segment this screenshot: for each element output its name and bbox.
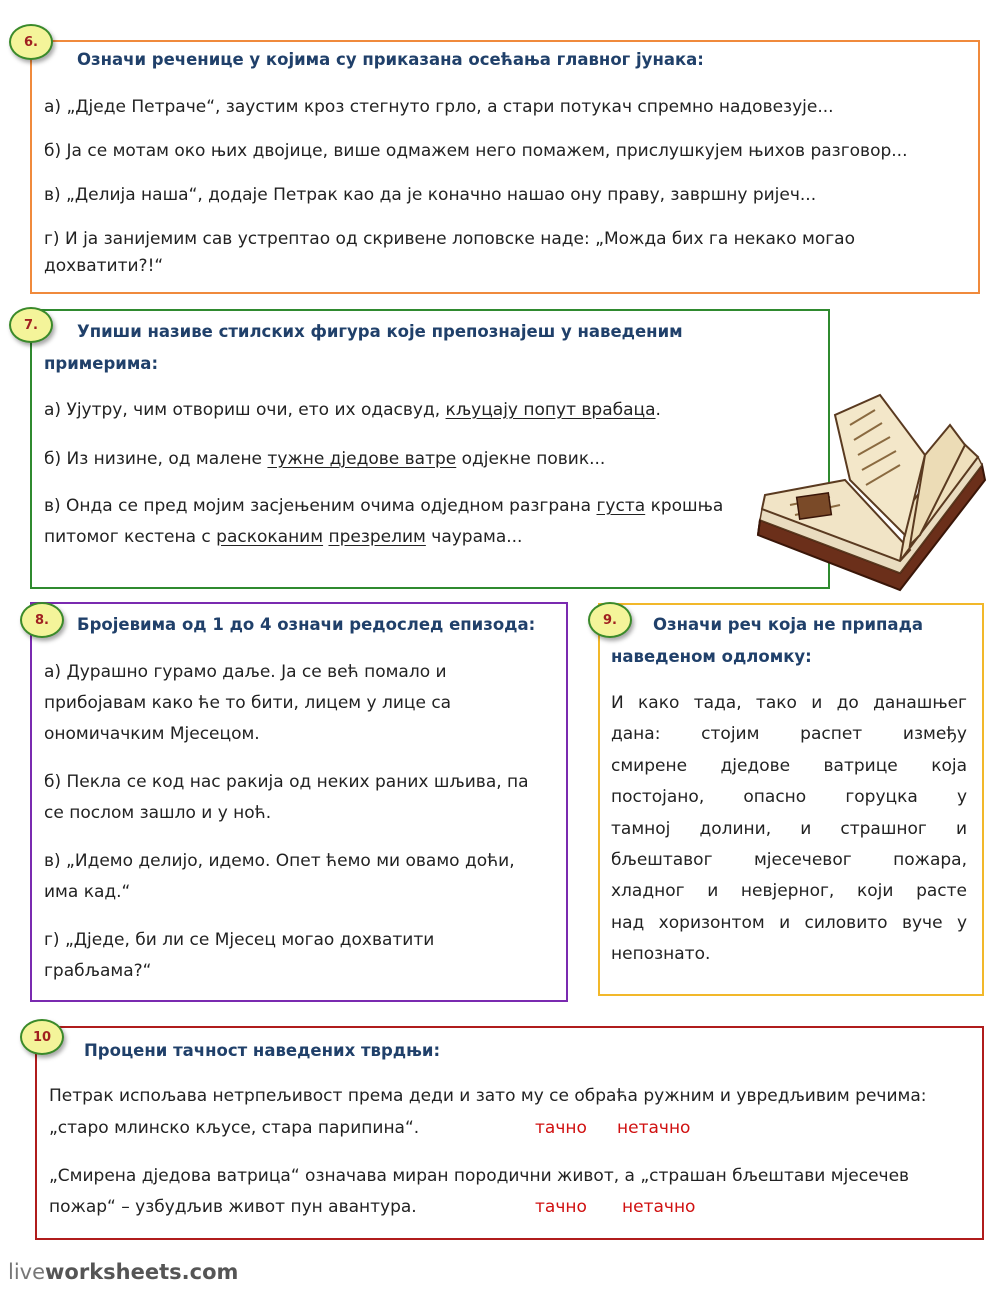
q7-b-end: одјекне повик... [456,449,606,469]
q8-episode-a-cont2[interactable]: ономичачким Мјесецом. [44,724,260,744]
q6-option-d[interactable]: г) И ја занијемим сав устрептао од скривене лоповске наде: „Можда бих га некако могао [44,229,855,249]
q6-option-d-cont[interactable]: дохватити?!“ [44,256,164,276]
q9-word-line[interactable]: И како тада, тако и до данашњег [611,693,967,713]
q8-episode-b[interactable]: б) Пекла се код нас ракија од неких раних шљива, па [44,772,529,792]
q8-episode-d-cont[interactable]: грабљама?“ [44,961,152,981]
question-7-title-line1: Упиши називе стилских фигура које препознајеш у наведеним [77,322,683,341]
q9-word-line[interactable]: над хоризонтом и силовито вуче у [611,913,967,933]
question-10-title: Процени тачност наведених тврдњи: [84,1041,441,1060]
q10-s1-false-option[interactable]: нетачно [617,1118,691,1138]
question-6-title: Означи реченице у којима су приказана осећања главног јунака: [77,50,704,69]
q10-s1-true-option[interactable]: тачно [535,1118,587,1138]
question-9-title-line1: Означи реч која не припада [653,615,924,634]
q7-example-c-cont [44,522,522,553]
q7-example-a [44,395,661,426]
question-9-title-line2: наведеном одломку: [611,647,812,666]
q9-word-line[interactable]: постојано, опасно горуцка у [611,787,967,807]
q9-word-line[interactable]: непознато. [611,944,711,964]
question-6-badge: 6. [9,24,53,60]
q9-word-line[interactable]: дана: стојим распет између [611,724,967,744]
q9-word-line[interactable]: смирене дједове ватрице која [611,756,967,776]
question-7-badge: 7. [9,307,53,343]
q6-option-a[interactable]: а) „Дједе Петраче“, заустим кроз стегнуто грло, а стари потукач спремно надовезује... [44,97,834,117]
logo-part-3: .com [181,1260,239,1284]
q10-s2-false-option[interactable]: нетачно [622,1197,696,1217]
q8-episode-c-cont[interactable]: има кад.“ [44,882,131,902]
question-9-badge: 9. [588,602,632,638]
logo-part-1: live [8,1260,46,1284]
q7-example-c [44,491,723,522]
q9-word-line[interactable]: хладног и невјерног, који расте [611,881,967,901]
q7-c2-end: чаурама... [425,527,523,547]
q7-b-underlined: тужне дједове ватре [267,449,457,469]
q8-episode-b-cont[interactable]: се послом зашло и у ноћ. [44,803,272,823]
q7-c-text: в) Онда се пред мојим засјењеним очима одједном разграна [44,496,597,516]
q7-a-end: . [655,400,661,420]
question-10-badge: 10 [20,1019,64,1055]
q9-word-line[interactable]: бљештавог мјесечевог пожара, [611,850,967,870]
q10-statement-2: „Смирена дједова ватрица“ означава миран породични живот, а „страшан бљештави мјесечев [49,1166,910,1186]
liveworksheets-logo [8,1260,238,1284]
q7-example-b [44,444,605,475]
q7-a-underlined: кљуцају попут врабаца [445,400,656,420]
question-8-badge: 8. [20,602,64,638]
q8-episode-a-cont1[interactable]: прибојавам како ће то бити, лицем у лице са [44,693,452,713]
question-8-title: Бројевима од 1 до 4 означи редослед епизода: [77,615,536,634]
logo-part-2: worksheets [45,1260,182,1284]
q8-episode-c[interactable]: в) „Идемо делијо, идемо. Опет ћемо ми овамо доћи, [44,851,515,871]
q7-c-underlined-2: раскоканим [216,527,324,547]
open-book-icon [750,385,990,595]
q7-a-text: а) Ујутру, чим отвориш очи, ето их одасвуд, [44,400,446,420]
q7-c-underlined-3: презрелим [328,527,426,547]
q7-c2-text: питомог кестена с [44,527,217,547]
q9-word-line[interactable]: тамној долини, и страшног и [611,819,967,839]
q8-episode-a[interactable]: а) Дурашно гурамо даље. Ја се већ помало и [44,662,447,682]
q8-episode-d[interactable]: г) „Дједе, би ли се Мјесец могао дохватити [44,930,435,950]
q10-s2-true-option[interactable]: тачно [535,1197,587,1217]
q7-c-underlined-1: густа [596,496,646,516]
q7-c-text-2: крошња [645,496,724,516]
q6-option-c[interactable]: в) „Делија наша“, додаје Петрак као да је коначно нашао ону праву, завршну ријеч... [44,185,817,205]
question-6-box [30,40,980,294]
q10-statement-1-cont: „старо млинско кљусе, стара парипина“. [49,1118,420,1138]
q7-b-text: б) Из низине, од малене [44,449,268,469]
q6-option-b[interactable]: б) Ја се мотам око њих двојице, више одмажем него помажем, прислушкујем њихов разговор... [44,141,908,161]
q10-statement-1: Петрак испољава нетрпељивост према деди и зато му се обраћа ружним и увредљивим речима: [49,1086,927,1106]
q10-statement-2-cont: пожар“ – узбудљив живот пун авантура. [49,1197,417,1217]
question-7-title-line2: примерима: [44,354,159,373]
